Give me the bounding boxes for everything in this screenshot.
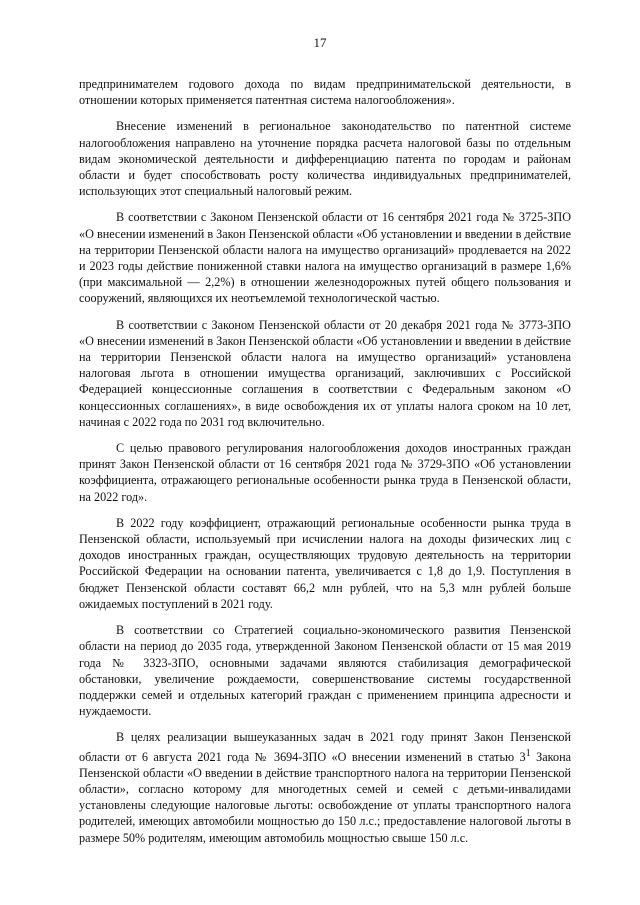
paragraph-6: В 2022 году коэффициент, отражающий региональные особенности рынка труда в Пензенской области, используемый при исчислении налога на доходы физических лиц с доходов иностранных граждан, осуществляющих трудовую деятельность на территории Российской Федерации на основании патента, увеличивается с 1,8 до 1,9. Поступления в бюджет Пензенской области составят 66,2 млн рублей, что на 5,3 млн рублей больше ожидаемых поступлений в 2021 году. [79,515,571,611]
document-body [79,76,571,856]
paragraph-3: В соответствии с Законом Пензенской области от 16 сентября 2021 года № 3725-ЗПО «О внесении изменений в Закон Пензенской области «Об установлении и введении в действие на территории Пензенской области налога на имущество организаций» продлевается на 2022 и 2023 годы действие пониженной ставки налога на имущество организаций в размере 1,6% (при максимальной — 2,2%) в отношении железнодорожных путей общего пользования и сооружений, являющихся их неотъемлемой технологической частью. [79,210,571,306]
article-superscript: 1 [525,747,531,759]
paragraph-2: Внесение изменений в региональное законодательство по патентной системе налогообложения направлено на уточнение порядка расчета налоговой базы по отдельным видам экономической деятельности и дифференциацию патента по городам и районам области и будет способствовать росту количества индивидуальных предпринимателей, использующих этот специальный налоговый режим. [79,119,571,199]
paragraph-8-part-2: Закона Пензенской области «О введении в действие транспортного налога на территории Пензенской области», согласно которому для многодетных семей и семей с детьми-инвалидами установлены следующие налоговые льготы: освобождение от уплаты транспортного налога родителей, имеющих автомобили мощностью до 150 л.с.; предоставление налоговой льготы в размере 50% родителям, имеющим автомобиль мощностью свыше 150 л.с. [79,749,571,845]
paragraph-8-part-1: В целях реализации вышеуказанных задач в 2021 году принят Закон Пензенской области от 6 августа 2021 года № 3694-ЗПО «О внесении изменений в статью 3 [79,730,571,764]
paragraph-4: В соответствии с Законом Пензенской области от 20 декабря 2021 года № 3773-ЗПО «О внесении изменений в Закон Пензенской области «Об установлении и введении в действие на территории Пензенской области налога на имущество организаций» установлена налоговая льгота в отношении имущества организаций, заключивших с Российской Федерацией концессионные соглашения в соответствии с Федеральным законом «О концессионных соглашениях», в виде освобождения их от уплаты налога сроком на 10 лет, начиная с 2022 года по 2031 год включительно. [79,317,571,429]
paragraph-5: С целью правового регулирования налогообложения доходов иностранных граждан принят Закон Пензенской области от 16 сентября 2021 года № 3729-ЗПО «Об установлении коэффициента, отражающего региональные особенности рынка труда в Пензенской области, на 2022 год». [79,441,571,504]
page-number: 17 [313,35,327,50]
paragraph-7: В соответствии со Стратегией социально-экономического развития Пензенской области на период до 2035 года, утвержденной Законом Пензенской области от 15 мая 2019 года № 3323-ЗПО, основными задачами являются стабилизация демографической обстановки, увеличение рождаемости, совершенствование системы государственной поддержки семей и отдельных категорий граждан с применением принципа адресности и нуждаемости. [79,623,571,719]
paragraph-8 [79,729,571,845]
paragraph-1: предпринимателем годового дохода по видам предпринимательской деятельности, в отношении которых применяется патентная система налогообложения». [79,77,571,108]
